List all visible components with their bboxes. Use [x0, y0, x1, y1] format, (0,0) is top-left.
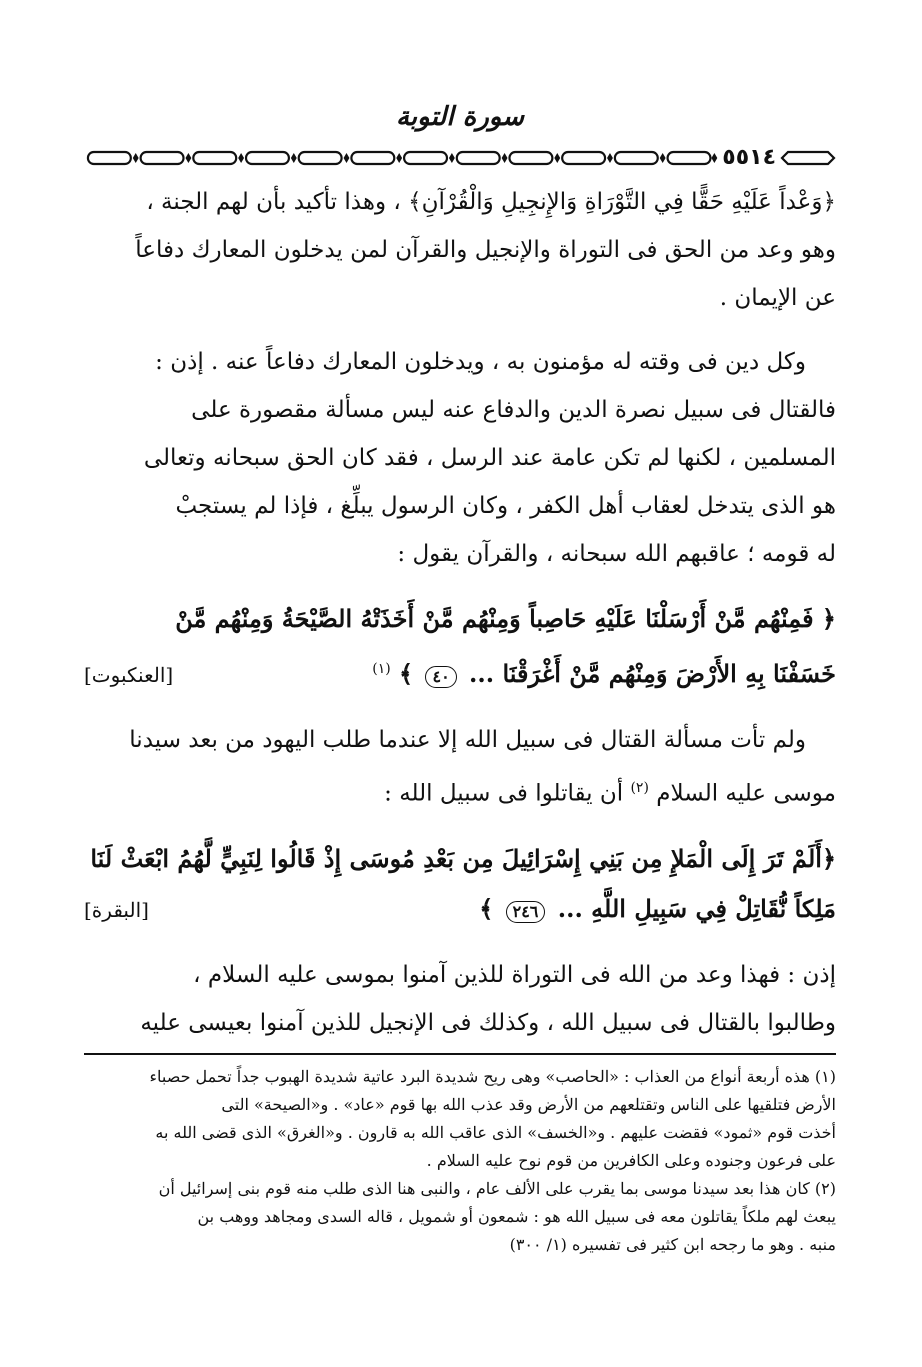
verse-close-bracket: ﴾	[479, 893, 494, 923]
paragraph-gap	[84, 818, 836, 834]
footnote-divider	[84, 1053, 836, 1055]
verse-text-group	[479, 884, 836, 934]
footnote-line: (٢) كان هذا بعد سيدنا موسى بما يقرب على الألف عام ، والنبى هنا الذى طلب منه قوم بنى إسرائيل أن	[158, 1178, 836, 1198]
paragraph-gap	[84, 578, 836, 594]
paragraph-gap	[84, 322, 836, 338]
text-line: هو الذى يتدخل لعقاب أهل الكفر ، وكان الرسول يبلِّغ ، فإذا لم يستجبْ	[175, 493, 836, 519]
surah-title: سورة التوبة	[395, 102, 525, 132]
text-line: وكل دين فى وقته له مؤمنون به ، ويدخلون المعارك دفاعاً عنه . إذن :	[155, 349, 806, 375]
paragraph-gap	[84, 700, 836, 716]
ayah-number-badge: ٢٤٦	[506, 901, 546, 923]
text-line: فالقتال فى سبيل نصرة الدين والدفاع عنه ليس مسألة مقصورة على	[191, 397, 836, 423]
text-line: وطالبوا بالقتال فى سبيل الله ، وكذلك فى الإنجيل للذين آمنوا بعيسى عليه	[140, 1009, 836, 1036]
text-line: المسلمين ، لكنها لم تكن عامة عند الرسل ، فقد كان الحق سبحانه وتعالى	[143, 445, 836, 471]
page-header	[84, 0, 836, 178]
footnote-line: على فرعون وجنوده وعلى الكافرين من قوم نوح عليه السلام .	[426, 1150, 836, 1170]
verse-line: ﴿ فَمِنْهُم مَّنْ أَرْسَلْنَا عَلَيْهِ حَاصِباً وَمِنْهُم مَّنْ أَخَذَتْهُ الصَّيْحَةُ وَمِنْهُم مَّنْ	[175, 604, 836, 633]
verse-text-group	[372, 644, 836, 699]
text-line: له قومه ؛ عاقبهم الله سبحانه ، والقرآن يقول :	[397, 541, 836, 567]
verse-line: مَلِكاً نُّقَاتِلْ فِي سَبِيلِ اللَّهِ ...	[557, 893, 836, 923]
text-line-with-footnote	[84, 764, 836, 818]
footnote-line: يبعث لهم ملكاً يقاتلون معه فى سبيل الله هو : شمعون أو شمويل ، قاله السدى ومجاهد ووهب بن	[197, 1206, 836, 1226]
text-segment: موسى عليه السلام	[656, 780, 836, 807]
verse-line: خَسَفْنَا بِهِ الأَرْضَ وَمِنْهُم مَّنْ أَغْرَقْنَا ...	[469, 659, 836, 688]
text-line: وهو وعد من الحق فى التوراة والإنجيل والقرآن لمن يدخلون المعارك دفاعاً	[135, 237, 836, 263]
main-text	[84, 178, 836, 1047]
quran-verse-baqarah	[84, 834, 836, 935]
surah-reference: [العنكبوت]	[84, 663, 174, 687]
text-segment: أن يقاتلوا فى سبيل الله :	[384, 780, 624, 807]
footnote-line: الأرض فتلقيها على الناس وتقتلعهم من الأرض وقد عذب الله بها قوم «عاد» . و«الصيحة» التى	[221, 1094, 836, 1114]
text-line: إذن : فهذا وعد من الله فى التوراة للذين آمنوا بموسى عليه السلام ،	[193, 961, 836, 988]
footnote-marker: (١)	[372, 661, 391, 677]
surah-reference: [البقرة]	[84, 897, 149, 922]
ayah-number-badge: ٤٠	[425, 666, 456, 688]
verse-line-with-reference	[84, 644, 836, 700]
ornament-chain-left	[84, 148, 718, 168]
footnote-line: منبه . وهو ما رجحه ابن كثير فى تفسيره (١/ ٣٠٠)	[509, 1234, 836, 1254]
verse-line-with-reference	[84, 884, 836, 935]
footnotes	[84, 1063, 836, 1259]
text-line: عن الإيمان .	[719, 285, 836, 311]
quran-verse-ankabut	[84, 594, 836, 700]
paragraph-gap	[84, 935, 836, 951]
footnote-line: أخذت قوم «ثمود» فقضت عليهم . و«الخسف» الذى عاقب الله به قارون . و«الغرق» الذى قضى الله به	[155, 1122, 836, 1142]
ornament-chain-right	[780, 148, 836, 168]
footnote-line: (١) هذه أربعة أنواع من العذاب : «الحاصب» وهى ريح شديدة البرد عاتية شديدة الهبوب جداً تحمل حصباء	[149, 1066, 836, 1086]
text-line: ولم تأت مسألة القتال فى سبيل الله إلا عندما طلب اليهود من بعد سيدنا	[129, 727, 806, 753]
header-ornament-rule	[84, 145, 836, 170]
verse-line: ﴿أَلَمْ تَرَ إِلَى الْمَلإِ مِن بَنِي إِسْرَائِيلَ مِن بَعْدِ مُوسَى إِذْ قَالُوا لِنَبِيٍّ لَّهُمُ ابْعَثْ لَنَا	[90, 843, 836, 873]
text-line: ﴿وَعْداً عَلَيْهِ حَقًّا فِي التَّوْرَاةِ وَالإِنجِيلِ وَالْقُرْآنِ﴾ ، وهذا تأكيد بأن لهم الجنة ،	[146, 189, 836, 215]
verse-close-bracket: ﴾	[399, 659, 414, 688]
footnote-marker: (٢)	[630, 780, 649, 796]
page-number: ٥٥١٤	[722, 145, 776, 170]
